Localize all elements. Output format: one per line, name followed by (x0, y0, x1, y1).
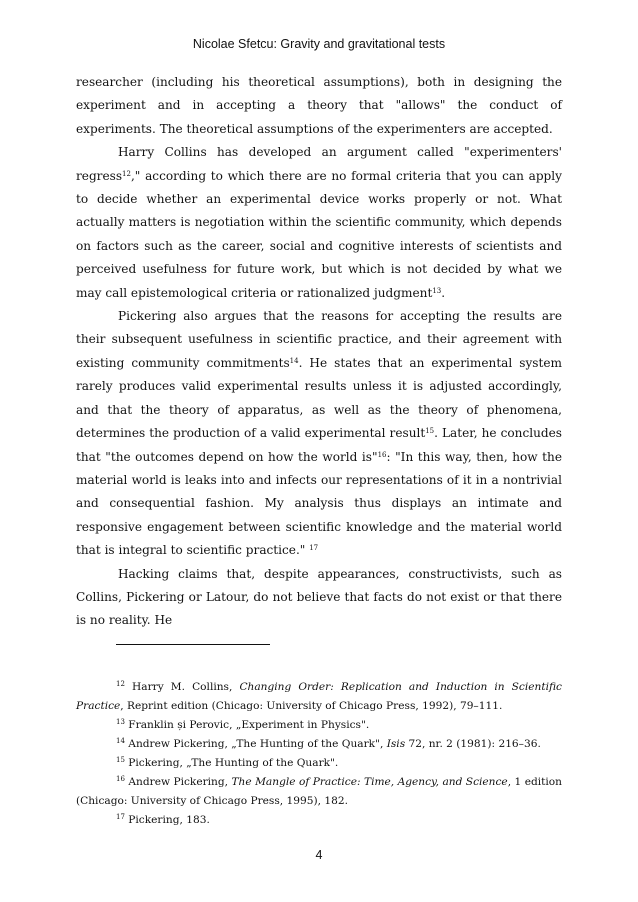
footnote-ref-13[interactable]: 13 (432, 286, 442, 295)
running-header: Nicolae Sfetcu: Gravity and gravitational tests (192, 37, 446, 51)
paragraph-2-text-b: ," according to which there are no formal criteria that you can apply to decide whether an experimental device works properly or not. What actually matters is negotiation within the scientific community, which depends on factors such as the career, social and cognitive interests of scientists and perceived usefulness for future work, but which is not decided by what we may call epistemological criteria or rationalized judgment (76, 168, 562, 300)
footnote-13 (76, 716, 562, 735)
footnotes (76, 678, 562, 830)
paragraph-2 (76, 141, 562, 305)
footnote-text: 72, nr. 2 (1981): 216–36. (405, 738, 541, 750)
paragraph-3-text-a: Pickering also argues that the reasons for accepting the results are their subsequent usefulness in scientific practice, and their agreement with existing community commitments (76, 309, 562, 370)
book-title: Changing Order: Replication and Induction in Scientific Practice (76, 681, 562, 712)
footnote-separator (116, 644, 270, 645)
footnote-12 (76, 678, 562, 716)
footnote-15 (76, 754, 562, 773)
footnote-number: 13 (116, 718, 125, 726)
footnote-number: 15 (116, 756, 125, 764)
paragraph-3 (76, 305, 562, 562)
paragraph-4: Hacking claims that, despite appearances, constructivists, such as Collins, Pickering or Latour, do not believe that facts do not exist or that there is no reality. He (76, 566, 562, 628)
footnote-ref-14[interactable]: 14 (289, 356, 299, 365)
footnote-number: 12 (116, 680, 125, 688)
footnote-ref-16[interactable]: 16 (377, 450, 387, 459)
paragraph-2-text-a: Harry Collins has developed an argument called "experimenters' regress (76, 145, 562, 183)
footnote-text: , Reprint edition (Chicago: University of Chicago Press, 1992), 79–111. (120, 700, 503, 712)
body-text (76, 71, 562, 633)
footnote-text: Franklin și Perovic, „Experiment in Physics". (124, 719, 370, 731)
paragraph-2-text-c: . (441, 285, 446, 300)
footnote-17 (76, 811, 562, 830)
footnote-ref-12[interactable]: 12 (122, 169, 131, 178)
paragraph-3-text-b: . He states that an experimental system rarely produces valid experimental results unless it is adjusted accordingly, and that the theory of apparatus, as well as the theory of phenomena, determines the production of a valid experimental result (76, 355, 562, 441)
footnote-text: Andrew Pickering, (124, 776, 232, 788)
footnote-ref-15[interactable]: 15 (425, 427, 435, 436)
footnote-text: Pickering, 183. (124, 814, 210, 826)
footnote-number: 14 (116, 737, 125, 745)
footnote-number: 17 (116, 813, 125, 821)
footnote-text: , 1 edition (Chicago: University of Chicago Press, 1995), 182. (76, 776, 562, 807)
paragraph-1: researcher (including his theoretical assumptions), both in designing the experiment and in accepting a theory that "allows" the conduct of experiments. The theoretical assumptions of the experimenters are accepted. (76, 75, 562, 136)
paragraph-3-text-c: . Later, he concludes that "the outcomes depend on how the world is" (76, 426, 562, 464)
page-number: 4 (315, 848, 323, 862)
journal-title: Isis (386, 738, 406, 750)
footnote-text: Harry M. Collins, (124, 681, 240, 693)
book-title: The Mangle of Practice: Time, Agency, and Science (231, 776, 508, 788)
paragraph-3-text-d: : "In this way, then, how the material world is leaks into and infects our representations of it in a nontrivial and consequential fashion. My analysis thus displays an intimate and responsive engagement between scientific knowledge and the material world that is integral to scientific practice." (76, 449, 562, 558)
footnote-ref-17[interactable]: 17 (309, 544, 319, 553)
footnote-text: Andrew Pickering, „The Hunting of the Quark", (124, 738, 387, 750)
footnote-14 (76, 735, 562, 754)
footnote-text: Pickering, „The Hunting of the Quark". (124, 757, 339, 769)
footnote-number: 16 (116, 775, 125, 783)
footnote-16 (76, 773, 562, 811)
